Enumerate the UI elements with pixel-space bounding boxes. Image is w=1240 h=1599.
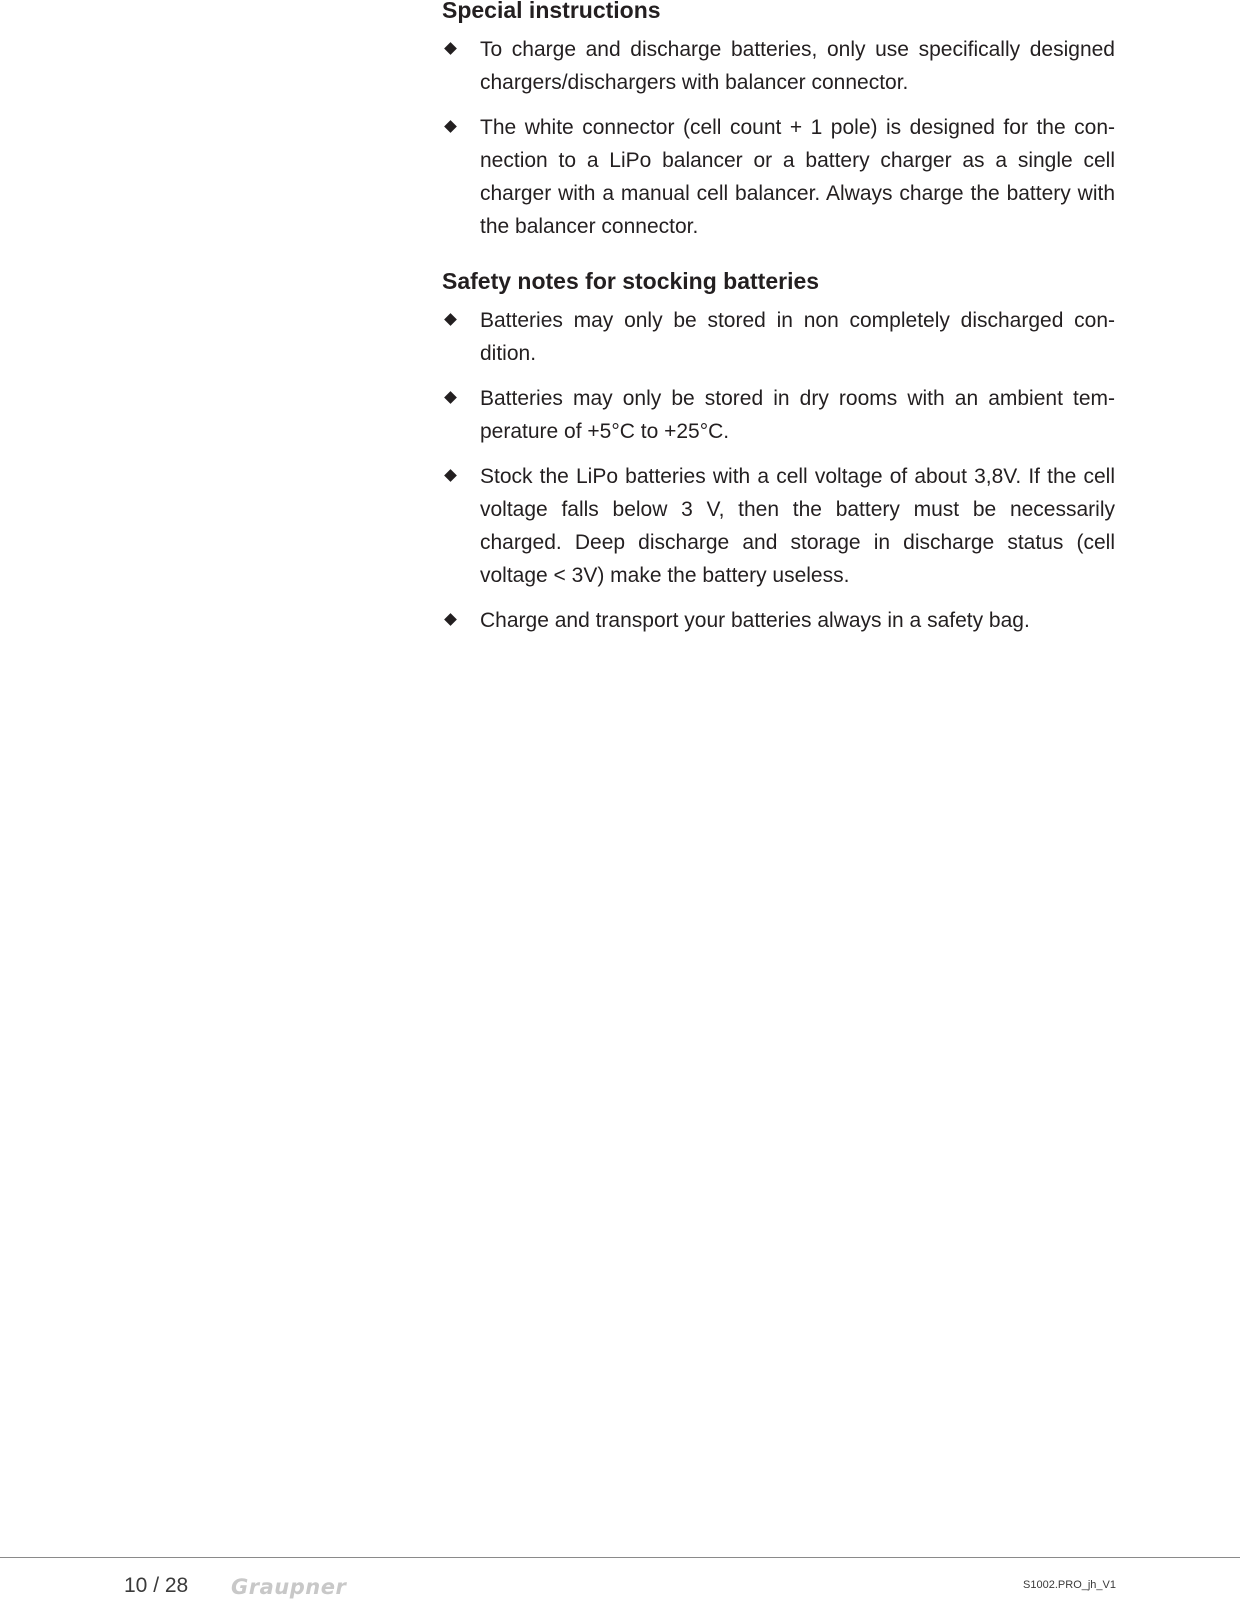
diamond-bullet-icon bbox=[444, 391, 457, 404]
special-instructions-list bbox=[442, 33, 1115, 243]
diamond-bullet-icon bbox=[444, 42, 457, 55]
section-heading-safety-notes: Safety notes for stocking batteries bbox=[442, 268, 820, 294]
footer-divider bbox=[0, 1557, 1240, 1558]
list-item bbox=[442, 111, 1115, 243]
brand-logo: Graupner bbox=[231, 1575, 347, 1599]
list-item-text: Batteries may only be stored in non completely discharged con-dition. bbox=[480, 309, 1115, 365]
diamond-bullet-icon bbox=[444, 313, 457, 326]
diamond-bullet-icon bbox=[444, 613, 457, 626]
document-code: S1002.PRO_jh_V1 bbox=[1023, 1579, 1116, 1591]
list-item-text: To charge and discharge batteries, only use specifically designed chargers/dischargers with balancer connector. bbox=[480, 38, 1115, 94]
section-heading-special-instructions: Special instructions bbox=[442, 0, 661, 23]
document-content bbox=[442, 0, 1115, 637]
list-item bbox=[442, 460, 1115, 592]
list-item bbox=[442, 604, 1115, 637]
list-item-text: Batteries may only be stored in dry rooms with an ambient tem-perature of +5°C to +25°C. bbox=[480, 387, 1115, 443]
list-item bbox=[442, 382, 1115, 448]
safety-notes-list bbox=[442, 304, 1115, 637]
list-item bbox=[442, 33, 1115, 99]
diamond-bullet-icon bbox=[444, 120, 457, 133]
list-item-text: Charge and transport your batteries always in a safety bag. bbox=[480, 609, 1030, 632]
list-item bbox=[442, 304, 1115, 370]
list-item-text: Stock the LiPo batteries with a cell voltage of about 3,8V. If the cell voltage falls below 3 V, then the battery must be necessarily charged. Deep discharge and storage in discharge status (cell voltage < 3V) make the battery useless. bbox=[480, 465, 1115, 587]
list-item-text: The white connector (cell count + 1 pole) is designed for the con-nection to a LiPo balancer or a battery charger as a single cell charger with a manual cell balancer. Always charge the battery with the balancer connector. bbox=[480, 116, 1115, 238]
diamond-bullet-icon bbox=[444, 469, 457, 482]
page-number: 10 / 28 bbox=[124, 1574, 189, 1597]
